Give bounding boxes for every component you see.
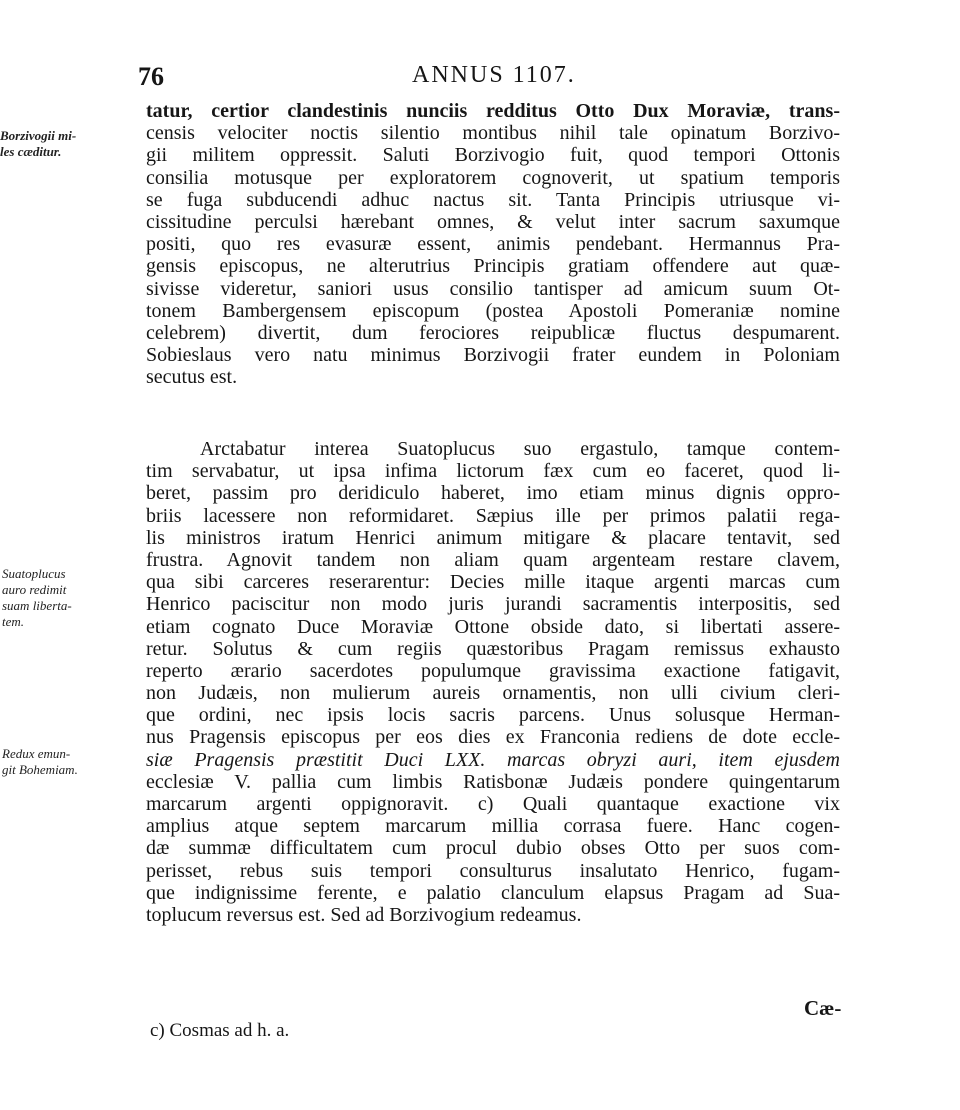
text-line: celebrem) divertit, dum ferociores reipublicæ fluctus despumarent. bbox=[146, 321, 840, 344]
text-line: qua sibi carceres reserarentur: Decies mille itaque argenti marcas cum bbox=[146, 571, 840, 594]
text-line: gii militem oppressit. Saluti Borzivogio fuit, quod tempori Ottonis bbox=[146, 144, 840, 167]
text-line: consilia motusque per exploratorem cognoverit, ut spatium temporis bbox=[146, 166, 840, 189]
page-number: 76 bbox=[138, 62, 164, 91]
text-line: que ordini, nec ipsis locis sacris parcens. Unus solusque Herman- bbox=[146, 704, 840, 727]
text-line: censis velociter noctis silentio montibus nihil tale opinatum Borzivo- bbox=[146, 122, 840, 145]
text-line: perisset, rebus suis tempori consulturus insalutato Henrico, fugam- bbox=[146, 859, 840, 882]
margin-note-borzivogii bbox=[0, 128, 140, 160]
paragraph-1 bbox=[146, 100, 840, 388]
text-line: retur. Solutus & cum regiis quæstoribus Pragam remissus exhausto bbox=[146, 637, 840, 660]
text-line: sivisse videretur, saniori usus consilio tantisper ad amicum suum Ot- bbox=[146, 277, 840, 300]
text-line: frustra. Agnovit tandem non aliam quam argenteam restare clavem, bbox=[146, 548, 840, 571]
text-line: se fuga subducendi adhuc nactus sit. Tanta Principis utriusque vi- bbox=[146, 188, 840, 211]
text-line: que indignissime ferente, e palatio clanculum elapsus Pragam ad Sua- bbox=[146, 881, 840, 904]
text-line: Henrico paciscitur non modo juris jurandi sacramentis interpositis, sed bbox=[146, 593, 840, 616]
text-line: beret, passim pro deridiculo haberet, imo etiam minus dignis oppro- bbox=[146, 482, 840, 505]
text-line: etiam cognato Duce Moraviæ Ottone obside dato, si libertati assere- bbox=[146, 615, 840, 638]
text-line: ecclesiæ V. pallia cum limbis Ratisbonæ Judæis pondere quingentarum bbox=[146, 770, 840, 793]
paragraph-2 bbox=[146, 438, 840, 926]
text-line: tim servabatur, ut ipsa infima lictorum fæx cum eo faceret, quod li- bbox=[146, 460, 840, 483]
text-line: cissitudine perculsi hærebant omnes, & velut inter sacrum saxumque bbox=[146, 210, 840, 233]
margin-note-line: auro redimit bbox=[2, 582, 67, 597]
margin-note-line: tem. bbox=[2, 614, 25, 629]
text-line: amplius atque septem marcarum millia corrasa fuere. Hanc cogen- bbox=[146, 815, 840, 838]
text-line: toplucum reversus est. Sed ad Borzivogium redeamus. bbox=[146, 903, 582, 926]
text-line: lis ministros iratum Henrici animum mitigare & placare tentavit, sed bbox=[146, 526, 840, 549]
margin-note-line: suam liberta- bbox=[2, 598, 72, 613]
text-line: nus Pragensis episcopus per eos dies ex Franconia rediens de dote eccle- bbox=[146, 726, 840, 749]
margin-note-line: Borzivogii mi- bbox=[0, 128, 77, 143]
text-line: marcarum argenti oppignoravit. c) Quali quantaque exactione vix bbox=[146, 793, 840, 815]
catchword: Cæ- bbox=[804, 996, 842, 1020]
margin-note-redux bbox=[2, 746, 142, 778]
text-line: tonem Bambergensem episcopum (postea Apostoli Pomeraniæ nomine bbox=[146, 299, 840, 322]
text-line: dæ summæ difficultatem cum procul dubio obses Otto per suos com- bbox=[146, 837, 840, 860]
text-line: Sobieslaus vero natu minimus Borzivogii frater eundem in Poloniam bbox=[146, 344, 840, 367]
text-line: secutus est. bbox=[146, 366, 238, 389]
text-line: reperto ærario sacerdotes populumque gravissima exactione fatigavit, bbox=[146, 659, 840, 682]
text-line: tatur, certior clandestinis nunciis redditus Otto Dux Moraviæ, trans- bbox=[146, 100, 840, 122]
running-head: ANNUS 1107. bbox=[412, 62, 576, 88]
text-line: briis lacessere non reformidaret. Sæpius ille per primos palatii rega- bbox=[146, 504, 840, 527]
text-line: positi, quo res evasuræ essent, animis pendebant. Hermannus Pra- bbox=[146, 233, 840, 256]
margin-note-line: Redux emun- bbox=[2, 746, 71, 761]
text-line: Arctabatur interea Suatoplucus suo ergastulo, tamque contem- bbox=[200, 438, 840, 460]
margin-note-line: Suatoplucus bbox=[2, 566, 66, 581]
text-line: gensis episcopus, ne alterutrius Principis gratiam offendere aut quæ- bbox=[146, 255, 840, 278]
footnote: c) Cosmas ad h. a. bbox=[150, 1020, 290, 1041]
text-line: non Judæis, non mulierum aureis ornamentis, non ulli civium cleri- bbox=[146, 682, 840, 705]
text-line: siæ Pragensis præstitit Duci LXX. marcas obryzi auri, item ejusdem bbox=[146, 748, 840, 771]
margin-note-line: git Bohemiam. bbox=[2, 762, 78, 777]
margin-note-suatoplucus bbox=[2, 566, 142, 630]
margin-note-line: les cæditur. bbox=[0, 144, 62, 159]
